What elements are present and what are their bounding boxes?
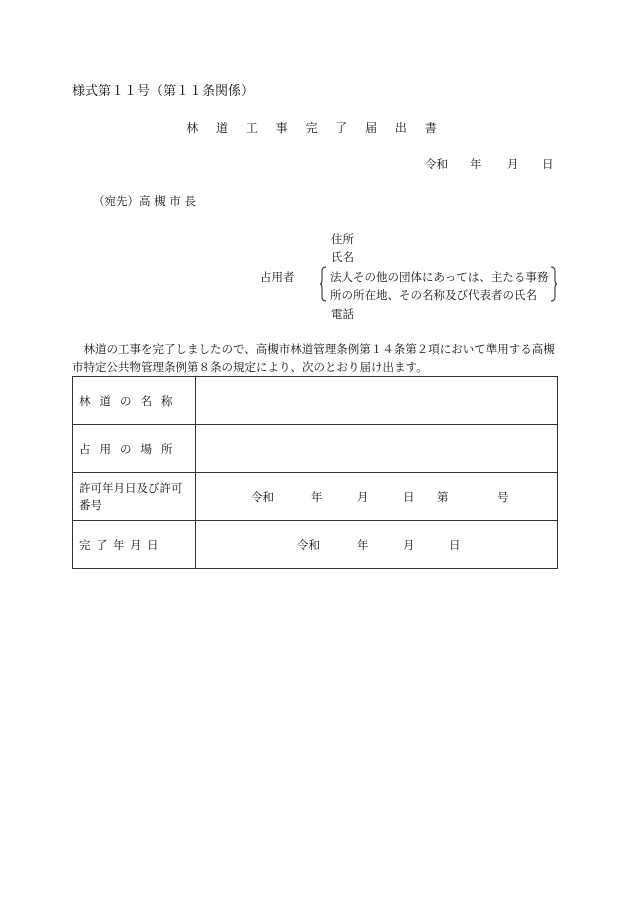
completion-year: 年 xyxy=(357,537,369,552)
corporation-note-line1: 法人その他の団体にあっては、主たる事務 xyxy=(330,270,549,284)
left-brace-icon xyxy=(320,266,326,302)
table-row xyxy=(73,521,558,569)
permit-era: 令和 xyxy=(251,489,274,504)
row-label-completion-date: 完了年月日 xyxy=(73,521,196,569)
completion-day: 日 xyxy=(449,537,461,552)
date-year: 年 xyxy=(470,157,482,171)
table-row xyxy=(73,473,558,521)
permit-number-prefix: 第 xyxy=(437,489,449,504)
completion-date-field[interactable] xyxy=(196,521,558,569)
row-label-occupancy-place: 占用の場所 xyxy=(73,425,196,473)
name-label: 氏名 xyxy=(331,250,354,264)
body-text: 林道の工事を完了しましたので、高槻市林道管理条例第１４条第２項において準用する高槻市特定公共物管理条例第８条の規定により、次のとおり届け出ます。 xyxy=(72,342,555,374)
date-day: 日 xyxy=(542,157,554,171)
row-label-road-name: 林道の名称 xyxy=(73,377,196,425)
permit-day: 日 xyxy=(403,489,415,504)
permit-month: 月 xyxy=(357,489,369,504)
permit-info-field[interactable] xyxy=(196,473,558,521)
form-table xyxy=(72,376,558,569)
form-number: 様式第１１号（第１１条関係） xyxy=(72,84,255,99)
road-name-field[interactable] xyxy=(196,377,558,425)
table-row xyxy=(73,377,558,425)
corporation-note xyxy=(330,268,548,304)
address-label: 住所 xyxy=(331,232,354,246)
document-title: 林 道 工 事 完 了 届 出 書 xyxy=(186,121,444,135)
phone-label: 電話 xyxy=(331,307,354,321)
date-era: 令和 xyxy=(425,157,448,171)
permit-number-suffix: 号 xyxy=(497,489,509,504)
permit-year: 年 xyxy=(311,489,323,504)
date-month: 月 xyxy=(507,157,519,171)
corporation-note-line2: 所の所在地、その名称及び代表者の氏名 xyxy=(330,288,537,302)
permit-info-label: 許可年月日及び許可番号 xyxy=(79,480,183,512)
right-brace-icon xyxy=(551,266,557,302)
table-row xyxy=(73,425,558,473)
completion-era: 令和 xyxy=(297,537,320,552)
occupant-label: 占用者 xyxy=(260,270,295,284)
addressee: （宛先）高 槻 市 長 xyxy=(93,194,196,208)
row-label-permit-info xyxy=(73,473,196,521)
completion-month: 月 xyxy=(403,537,415,552)
occupancy-place-field[interactable] xyxy=(196,425,558,473)
